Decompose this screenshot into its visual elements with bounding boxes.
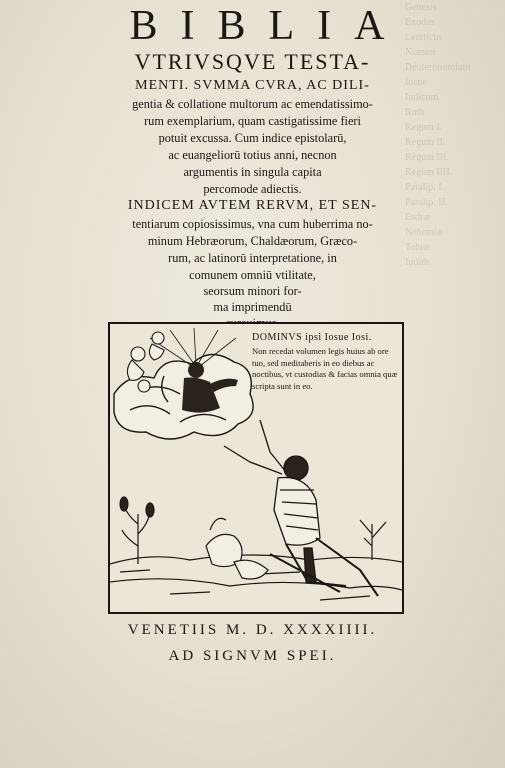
- woodcut-quote: [252, 332, 402, 392]
- title-line-8: INDICEM AVTEM RERVM, ET SEN-: [127, 198, 378, 213]
- title-line-14: ma imprimendū: [213, 300, 292, 314]
- title-line-5: ac euangeliorū totius anni, necnon: [168, 148, 337, 162]
- imprint-place-date: VENETIIS M. D. XXXXIIII.: [127, 622, 378, 638]
- title-line-9: tentiarum copiosissimus, vna cum huberrima no-: [132, 217, 373, 231]
- title-line-11: rum, ac latinorū interpretatione, in: [168, 251, 337, 265]
- title-line-3: rum exemplarium, quam castigatissime fieri: [144, 114, 361, 128]
- title-line-4: potuit excussa. Cum indice epistolarū,: [158, 131, 347, 145]
- quote-text: Non recedat volumen legis huius ab ore tuo, sed meditaberis in eo diebus ac noctibus, vt custodias & facias omnia quæ scripta sunt in eo.: [252, 346, 398, 391]
- title-line-6: argumentis in singula capita: [183, 165, 322, 179]
- title-line-7: percomode adiectis.: [203, 182, 302, 196]
- title-line-12: comunem omniū vtilitate,: [189, 268, 316, 282]
- title-line-2: gentia & collatione multorum ac emendatissimo-: [132, 97, 373, 111]
- quote-heading: DOMINVS ipsi Iosue Iosi.: [252, 332, 372, 343]
- show-through-text: Genesis Exodus Leuiticus Numeri Deuteronomium Iosue Iudicum Ruth Regum I. Regum II. Regum III. Regum IIII. Paralip. I. Paralip. II. Esdræ Nehemiæ Tobiæ Iudith: [405, 2, 471, 268]
- imprint-sign: AD SIGNVM SPEI.: [168, 648, 337, 664]
- book-subtitle: VTRIVSQVE TESTA-: [134, 49, 371, 74]
- book-title: BIBLIA: [129, 3, 408, 49]
- title-line-1: MENTI. SVMMA CVRA, AC DILI-: [135, 78, 370, 93]
- title-line-10: minum Hebræorum, Chaldæorum, Græco-: [147, 234, 358, 248]
- title-line-13: seorsum minori for-: [203, 284, 302, 298]
